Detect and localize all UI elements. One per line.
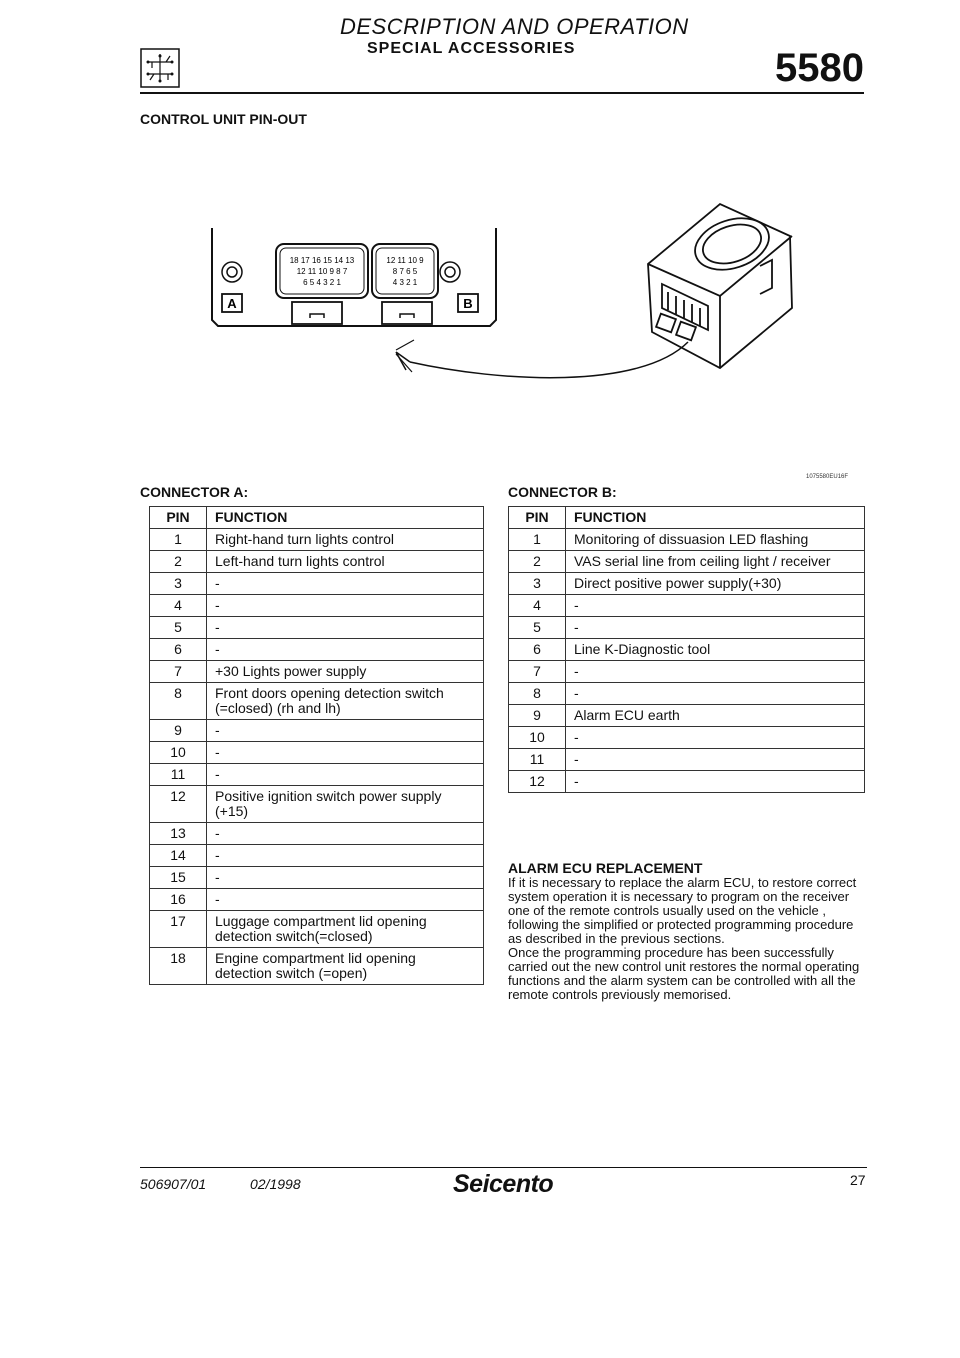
pin-function: - <box>566 595 865 617</box>
pin-number: 2 <box>150 551 207 573</box>
pin-function: - <box>207 720 484 742</box>
connector-a-table <box>149 506 484 985</box>
table-row <box>150 911 484 948</box>
connector-a-label: A <box>227 296 237 311</box>
pin-function: Monitoring of dissuasion LED flashing <box>566 529 865 551</box>
pin-function: Alarm ECU earth <box>566 705 865 727</box>
pin-number: 6 <box>509 639 566 661</box>
pin-number: 18 <box>150 948 207 985</box>
pin-function: - <box>566 683 865 705</box>
document-date: 02/1998 <box>250 1176 301 1192</box>
section-title: CONTROL UNIT PIN-OUT <box>140 111 307 127</box>
pin-column-header: PIN <box>150 507 207 529</box>
table-row <box>150 617 484 639</box>
pin-number: 9 <box>150 720 207 742</box>
pin-number: 4 <box>509 595 566 617</box>
table-row <box>509 639 865 661</box>
pin-function: - <box>207 823 484 845</box>
pin-number: 7 <box>509 661 566 683</box>
pin-function: Engine compartment lid opening detection switch (=open) <box>207 948 484 985</box>
table-row <box>150 823 484 845</box>
pin-function: Front doors opening detection switch (=closed) (rh and lh) <box>207 683 484 720</box>
table-row <box>150 720 484 742</box>
pin-number: 15 <box>150 867 207 889</box>
pin-number: 3 <box>150 573 207 595</box>
pin-function: - <box>207 867 484 889</box>
table-row <box>150 845 484 867</box>
table-row <box>150 551 484 573</box>
connector-b-label: B <box>463 296 473 311</box>
wiring-diagram-icon <box>140 48 180 88</box>
table-row <box>509 617 865 639</box>
table-row <box>509 771 865 793</box>
figure-reference: 1075580EU16F <box>806 474 849 480</box>
table-row <box>509 727 865 749</box>
table-row <box>150 529 484 551</box>
table-row <box>509 749 865 771</box>
pin-function: Direct positive power supply(+30) <box>566 573 865 595</box>
pin-number: 8 <box>509 683 566 705</box>
table-row <box>509 705 865 727</box>
table-row <box>509 661 865 683</box>
document-reference: 506907/01 <box>140 1176 207 1192</box>
pin-number: 11 <box>509 749 566 771</box>
table-row <box>509 683 865 705</box>
pin-number: 9 <box>509 705 566 727</box>
header-title: DESCRIPTION AND OPERATION <box>340 14 689 39</box>
table-row <box>150 639 484 661</box>
pin-function: - <box>207 639 484 661</box>
pin-function: - <box>207 742 484 764</box>
connector-a-title: CONNECTOR A: <box>140 484 249 500</box>
pin-function: +30 Lights power supply <box>207 661 484 683</box>
pin-function: Line K-Diagnostic tool <box>566 639 865 661</box>
pin-number: 11 <box>150 764 207 786</box>
table-row <box>509 529 865 551</box>
pin-function: Right-hand turn lights control <box>207 529 484 551</box>
pin-number: 10 <box>509 727 566 749</box>
pin-function: VAS serial line from ceiling light / receiver <box>566 551 865 573</box>
table-header-row <box>509 507 865 529</box>
pin-function: - <box>566 661 865 683</box>
pin-function: - <box>566 727 865 749</box>
table-row <box>509 573 865 595</box>
pin-number: 12 <box>150 786 207 823</box>
control-unit-diagram <box>200 192 810 402</box>
pin-number: 1 <box>509 529 566 551</box>
connector-b-pin-row: 8 7 6 5 <box>392 267 418 276</box>
table-row <box>150 764 484 786</box>
pin-function: - <box>207 573 484 595</box>
pin-function: - <box>207 764 484 786</box>
connector-b-title: CONNECTOR B: <box>508 484 617 500</box>
table-row <box>150 786 484 823</box>
brand-logo: Seicento <box>453 1170 554 1198</box>
connector-b-table <box>508 506 865 793</box>
table-row <box>150 889 484 911</box>
pin-number: 14 <box>150 845 207 867</box>
pin-function: Left-hand turn lights control <box>207 551 484 573</box>
function-column-header: FUNCTION <box>207 507 484 529</box>
table-row <box>509 595 865 617</box>
table-row <box>150 573 484 595</box>
pin-function: Luggage compartment lid opening detection switch(=closed) <box>207 911 484 948</box>
pin-function: Positive ignition switch power supply (+15) <box>207 786 484 823</box>
pin-number: 4 <box>150 595 207 617</box>
pin-function: - <box>566 617 865 639</box>
pin-function: - <box>207 889 484 911</box>
pin-number: 13 <box>150 823 207 845</box>
function-column-header: FUNCTION <box>566 507 865 529</box>
pin-function: - <box>566 771 865 793</box>
connector-a-pin-row: 6 5 4 3 2 1 <box>303 278 341 287</box>
connector-a-pin-row: 18 17 16 15 14 13 <box>289 256 355 265</box>
note-title: ALARM ECU REPLACEMENT <box>508 860 703 876</box>
pin-number: 5 <box>509 617 566 639</box>
pin-function: - <box>207 845 484 867</box>
note-body: If it is necessary to replace the alarm ECU, to restore correct system operation it is necessary to program on the receiver one of the remote controls usually used on the vehicle , following the simplified or protected programming procedure as described in the previous sections. Once the programming procedure has been successfully carried out the new control unit restores the normal operating functions and the alarm system can be controlled with all the remote controls previously memorised. <box>508 875 860 1002</box>
footer-divider <box>140 1167 867 1168</box>
connector-a-pin-row: 12 11 10 9 8 7 <box>296 267 348 276</box>
pin-number: 5 <box>150 617 207 639</box>
connector-b-pin-row: 12 11 10 9 <box>386 256 424 265</box>
table-row <box>150 948 484 985</box>
pin-number: 12 <box>509 771 566 793</box>
page-number: 27 <box>850 1172 866 1188</box>
section-code: 5580 <box>775 46 864 90</box>
header-divider <box>140 92 864 94</box>
pin-function: - <box>566 749 865 771</box>
table-row <box>150 661 484 683</box>
pin-number: 1 <box>150 529 207 551</box>
pin-column-header: PIN <box>509 507 566 529</box>
table-header-row <box>150 507 484 529</box>
table-row <box>150 595 484 617</box>
header-subtitle: SPECIAL ACCESSORIES <box>367 40 576 57</box>
table-row <box>150 742 484 764</box>
pin-number: 16 <box>150 889 207 911</box>
table-row <box>509 551 865 573</box>
pin-function: - <box>207 595 484 617</box>
table-row <box>150 683 484 720</box>
pin-number: 10 <box>150 742 207 764</box>
pin-number: 3 <box>509 573 566 595</box>
table-row <box>150 867 484 889</box>
pin-number: 17 <box>150 911 207 948</box>
pin-number: 8 <box>150 683 207 720</box>
connector-b-pin-row: 4 3 2 1 <box>392 278 418 287</box>
pin-number: 6 <box>150 639 207 661</box>
pin-number: 7 <box>150 661 207 683</box>
pin-function: - <box>207 617 484 639</box>
pin-number: 2 <box>509 551 566 573</box>
